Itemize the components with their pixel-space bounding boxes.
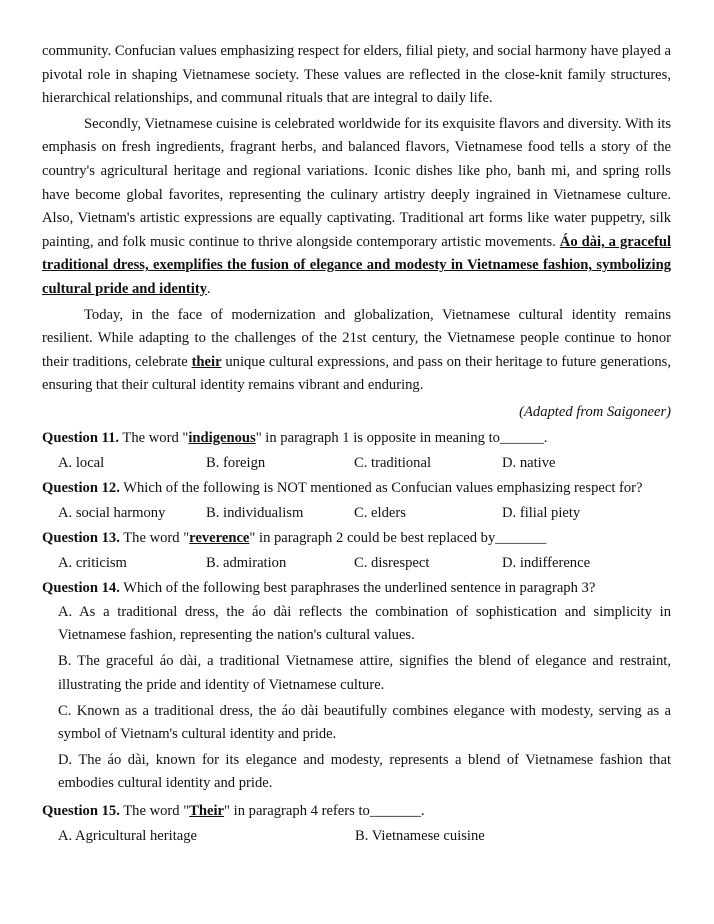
passage-source: (Adapted from Saigoneer) xyxy=(519,403,671,420)
option-b: B. individualism xyxy=(206,504,304,521)
question-15-word: Their xyxy=(189,802,225,819)
question-13-label: Question 13. xyxy=(42,529,120,546)
passage-paragraph-3 xyxy=(42,304,671,398)
question-13-pre: The word " xyxy=(119,529,190,546)
document-page xyxy=(42,40,671,849)
question-11-word: indigenous xyxy=(188,429,256,446)
question-11 xyxy=(42,426,671,450)
option-b: B. Vietnamese cuisine xyxy=(355,827,485,844)
passage-paragraph-2 xyxy=(42,113,671,302)
paragraph-3-text: Today, in the face of modernization and globalization, Vietnamese cultural identity remains resilient. While adapting to the challenges of the 21st century, the Vietnamese people continue to honor their traditions, celebrate xyxy=(42,306,671,370)
question-12-options xyxy=(42,500,671,526)
option-d: D. indifference xyxy=(502,554,591,571)
question-15-label: Question 15. xyxy=(42,802,120,819)
question-15 xyxy=(42,799,671,823)
question-13-post: " in paragraph 2 could be best replaced by_______ xyxy=(249,529,547,546)
question-15-pre: The word " xyxy=(119,802,190,819)
option-a: A. As a traditional dress, the áo dài reflects the combination of sophistication and simplicity in Vietnamese fashion, representing the nation's cultural values. xyxy=(58,603,671,644)
option-a: A. Agricultural heritage xyxy=(58,827,197,844)
question-13 xyxy=(42,526,671,550)
underlined-word-their: their xyxy=(191,353,222,370)
option-d: D. filial piety xyxy=(502,504,581,521)
question-13-options xyxy=(42,550,671,576)
option-b: B. foreign xyxy=(206,454,266,471)
option-d: D. native xyxy=(502,454,556,471)
option-d: D. The áo dài, known for its elegance and modesty, represents a blend of Vietnamese fashion that embodies cultural identity and pride. xyxy=(58,752,671,792)
underlined-sentence: Áo dài, a graceful traditional dress, exemplifies the fusion of elegance and modesty in Vietnamese fashion, symbolizing cultural pride and identity xyxy=(42,233,671,297)
option-b: B. admiration xyxy=(206,554,287,571)
option-c: C. traditional xyxy=(354,454,432,471)
question-15-post: " in paragraph 4 refers to_______. xyxy=(224,802,425,819)
question-14-text: Which of the following best paraphrases the underlined sentence in paragraph 3? xyxy=(119,579,596,596)
paragraph-2-text: Secondly, Vietnamese cuisine is celebrated worldwide for its exquisite flavors and diversity. With its emphasis on fresh ingredients, fragrant herbs, and balanced flavors, Vietnamese food tells a story of the country's agricultural heritage and regional variations. Iconic dishes like pho, banh mi, and spring rolls have become global favorites, representing the culinary artistry deeply ingrained in Vietnamese culture. Also, Vietnam's artistic expressions are equally captivating. Traditional art forms like water puppetry, silk painting, and folk music continue to thrive alongside contemporary artistic movements. xyxy=(42,115,671,250)
option-a: A. social harmony xyxy=(58,504,166,521)
option-b: B. The graceful áo dài, a traditional Vietnamese attire, signifies the blend of elegance and restraint, illustrating the pride and identity of Vietnamese culture. xyxy=(58,653,671,693)
option-a: A. local xyxy=(58,454,105,471)
passage-paragraph-1: community. Confucian values emphasizing respect for elders, filial piety, and social harmony have played a pivotal role in shaping Vietnamese society. These values are reflected in the close-knit family structures, hierarchical relationships, and communal rituals that are integral to daily life. xyxy=(42,43,671,107)
option-a: A. criticism xyxy=(58,554,127,571)
question-14 xyxy=(42,576,671,600)
question-12-label: Question 12. xyxy=(42,479,120,496)
question-11-options xyxy=(42,450,671,476)
question-11-label: Question 11. xyxy=(42,429,120,446)
question-11-post: " in paragraph 1 is opposite in meaning to______. xyxy=(255,429,548,446)
question-13-word: reverence xyxy=(189,529,250,546)
option-c: C. Known as a traditional dress, the áo dài beautifully combines elegance with modesty, serving as a symbol of Vietnam's cultural identity and pride. xyxy=(58,702,671,742)
option-c: C. elders xyxy=(354,504,406,521)
question-14-label: Question 14. xyxy=(42,579,120,596)
question-12 xyxy=(42,476,671,500)
paragraph-3-end: unique cultural expressions, and pass on their heritage to future generations, ensuring that their cultural identity remains vibrant and enduring. xyxy=(42,353,671,394)
question-12-text: Which of the following is NOT mentioned as Confucian values emphasizing respect for? xyxy=(119,479,643,496)
question-11-pre: The word " xyxy=(119,429,189,446)
option-c: C. disrespect xyxy=(354,554,430,571)
question-15-options xyxy=(42,823,671,849)
paragraph-2-end: . xyxy=(207,280,211,297)
